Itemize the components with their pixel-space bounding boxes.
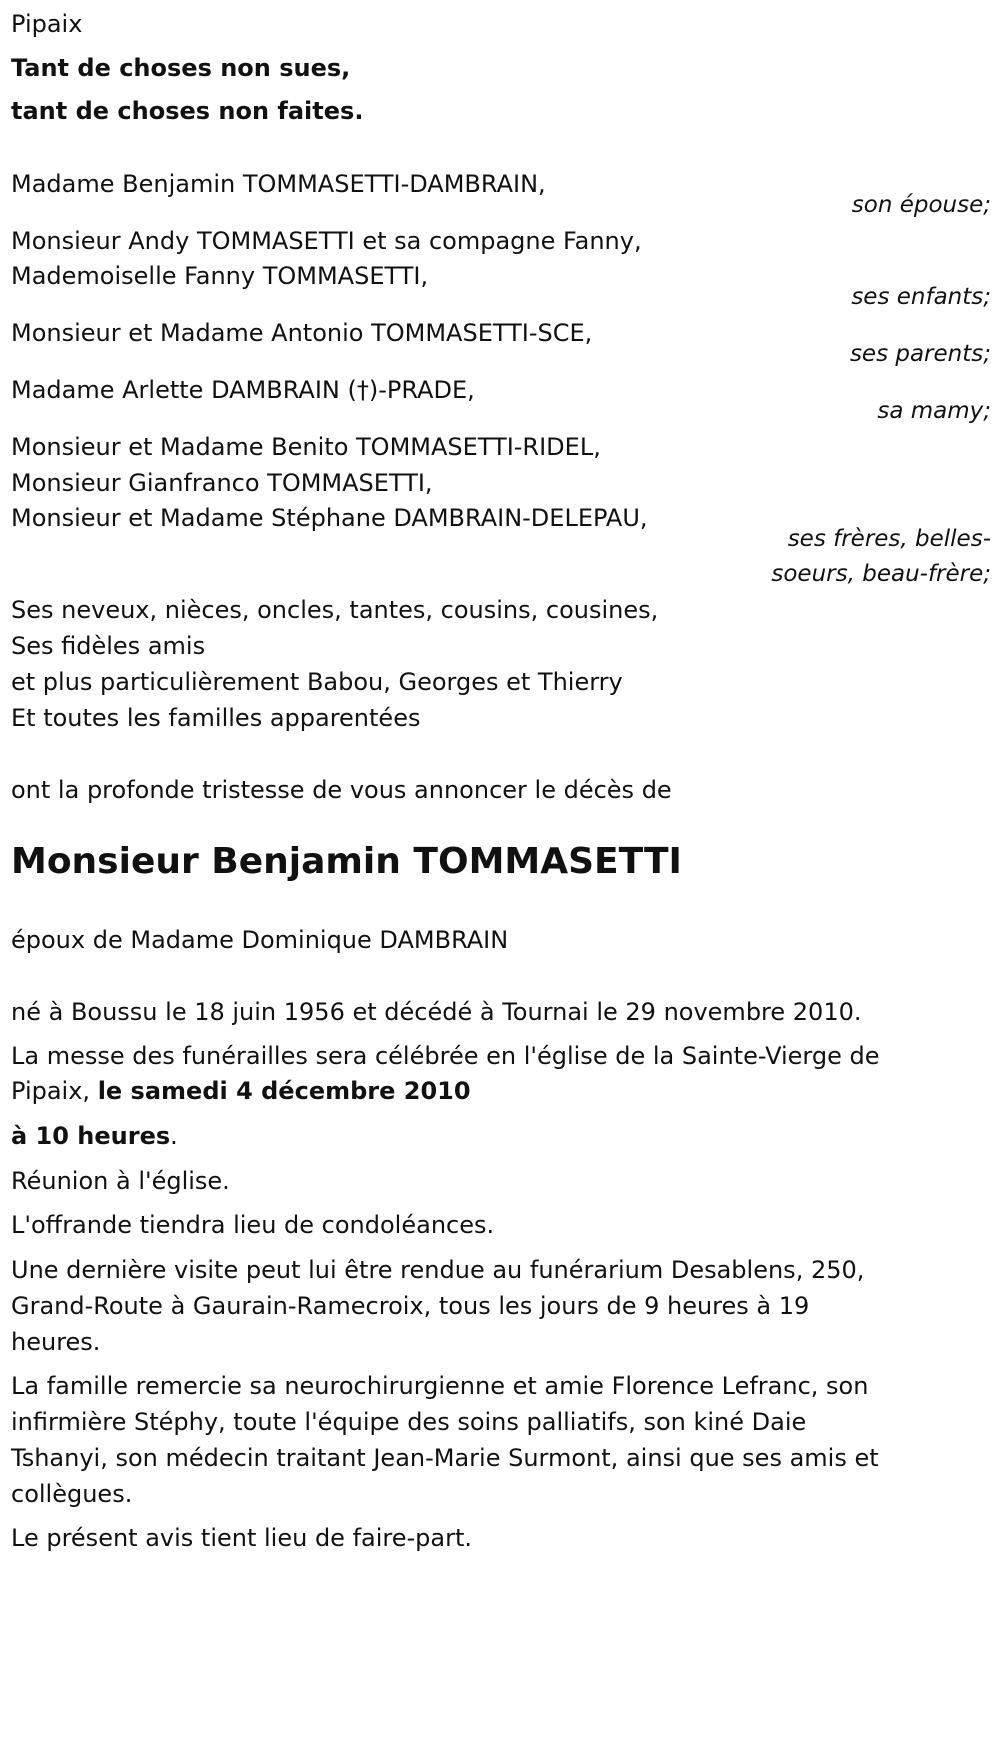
visit-line: Une dernière visite peut lui être rendue au funérarium Desablens, 250, [11,1256,865,1284]
offering-line: L'offrande tiendra lieu de condoléances. [11,1211,495,1239]
family-member: Mademoiselle Fanny TOMMASETTI, [11,262,429,290]
family-member: Monsieur et Madame Benito TOMMASETTI-RIDEL, [11,433,601,461]
mass-line: La messe des funérailles sera célébrée en l'église de la Sainte-Vierge de [11,1042,880,1070]
visit-line: heures. [11,1328,101,1356]
relatives-line: Ses fidèles amis [11,632,206,660]
family-role: ses enfants; [851,284,991,310]
meeting-line: Réunion à l'église. [11,1167,230,1195]
thanks-line: La famille remercie sa neurochirurgienne et amie Florence Lefranc, son [11,1372,869,1400]
family-member: Monsieur et Madame Stéphane DAMBRAIN-DELEPAU, [11,504,648,532]
mass-time: à 10 heures [11,1122,171,1150]
spouse-line: époux de Madame Dominique DAMBRAIN [11,926,509,954]
family-role: sa mamy; [877,398,991,424]
closing-line: Le présent avis tient lieu de faire-part. [11,1524,473,1552]
family-role: son épouse; [851,192,991,218]
family-member: Madame Benjamin TOMMASETTI-DAMBRAIN, [11,170,546,198]
relatives-line: Ses neveux, nièces, oncles, tantes, cousins, cousines, [11,596,659,624]
mass-time-line [11,1116,178,1156]
mass-place: Pipaix, [11,1077,98,1105]
quote-line: tant de choses non faites. [11,97,364,125]
birth-death-line: né à Boussu le 18 juin 1956 et décédé à Tournai le 29 novembre 2010. [11,998,862,1026]
thanks-line: Tshanyi, son médecin traitant Jean-Marie Surmont, ainsi que ses amis et [11,1444,879,1472]
mass-date: le samedi 4 décembre 2010 [97,1077,471,1105]
family-role: soeurs, beau-frère; [771,561,991,587]
mass-line [11,1071,471,1111]
relatives-line: Et toutes les familles apparentées [11,704,421,732]
quote-line: Tant de choses non sues, [11,54,351,82]
location: Pipaix [11,10,83,38]
family-member: Monsieur et Madame Antonio TOMMASETTI-SCE, [11,319,593,347]
family-role: ses frères, belles- [787,526,991,552]
family-role: ses parents; [849,341,991,367]
mass-time-suffix: . [170,1122,178,1150]
deceased-name: Monsieur Benjamin TOMMASETTI [11,841,682,882]
thanks-line: collègues. [11,1480,133,1508]
family-member: Monsieur Andy TOMMASETTI et sa compagne Fanny, [11,227,642,255]
visit-line: Grand-Route à Gaurain-Ramecroix, tous les jours de 9 heures à 19 [11,1292,810,1320]
thanks-line: infirmière Stéphy, toute l'équipe des soins palliatifs, son kiné Daie [11,1408,807,1436]
family-member: Madame Arlette DAMBRAIN (†)-PRADE, [11,376,475,404]
announcement: ont la profonde tristesse de vous annoncer le décès de [11,776,672,804]
relatives-line: et plus particulièrement Babou, Georges et Thierry [11,668,623,696]
family-member: Monsieur Gianfranco TOMMASETTI, [11,469,433,497]
